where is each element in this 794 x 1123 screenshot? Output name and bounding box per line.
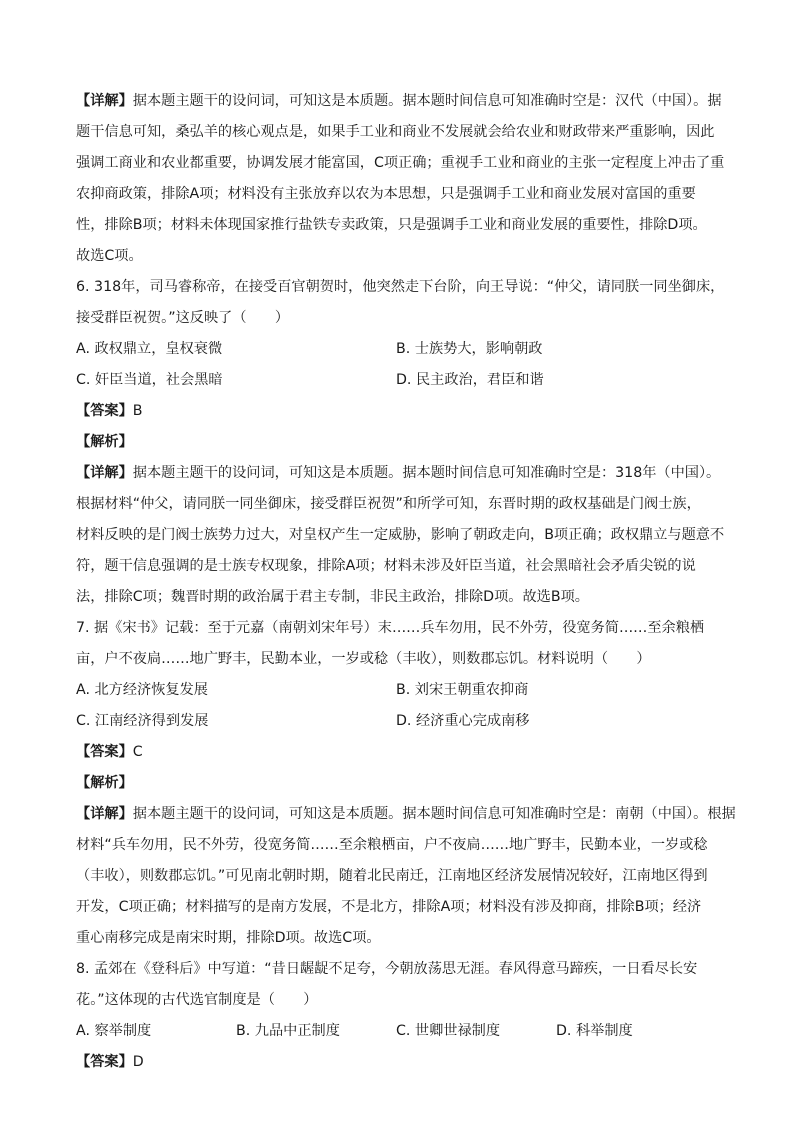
detail-tag: 【详解】	[76, 806, 133, 822]
q7-detail-line-2: （丰收），则数郡忘饥。”可见南北朝时期，随着北民南迁，江南地区经济发展情况较好，江南地区得到	[76, 868, 708, 884]
q8-option-b: B. 九品中正制度	[236, 1023, 340, 1039]
q7-detail-line-4: 重心南移完成是南宋时期，排除D项。故选C项。	[76, 930, 381, 946]
q6-detail-line-2: 材料反映的是门阀士族势力过大，对皇权产生一定威胁，影响了朝政走向，B项正确；政权鼎立与题意不	[76, 527, 725, 543]
detail-tag: 【详解】	[76, 93, 133, 109]
q6-stem-1: 接受群臣祝贺。”这反映了（ ）	[76, 310, 290, 326]
q7-option-c: C. 江南经济得到发展	[76, 713, 209, 729]
q8-answer	[76, 1047, 716, 1078]
q7-stem-0: 7. 据《宋书》记载：至于元嘉（南朝刘宋年号）末……兵车勿用，民不外劳，役宽务简……至余粮栖	[76, 620, 705, 636]
q7-options-row-2	[76, 706, 716, 737]
q6-option-c: C. 奸臣当道，社会黑暗	[76, 372, 223, 388]
q5-detail-line-2: 强调工商业和农业都重要，协调发展才能富国，C项正确；重视手工业和商业的主张一定程度上冲击了重	[76, 155, 725, 171]
q6-detail-line-3: 符，题干信息强调的是士族专权现象，排除A项；材料未涉及奸臣当道，社会黑暗社会矛盾尖锐的说	[76, 558, 696, 574]
q6-stem-0: 6. 318年，司马睿称帝，在接受百官朝贺时，他突然走下台阶，向王导说：“仲父，请同朕一同坐御床，	[76, 279, 725, 295]
q7-option-a: A. 北方经济恢复发展	[76, 682, 208, 698]
answer-tag: 【答案】	[76, 744, 133, 760]
answer-value: D	[132, 1054, 144, 1070]
q5-detail-line-5: 故选C项。	[76, 248, 143, 264]
q8-option-a: A. 察举制度	[76, 1023, 152, 1039]
q5-detail-line-0	[76, 86, 722, 117]
q6-option-a: A. 政权鼎立，皇权衰微	[76, 341, 223, 357]
detail-tag: 【详解】	[76, 465, 133, 481]
text: 据本题主题干的设问词，可知这是本质题。据本题时间信息可知准确时空是：318年（中国）。	[132, 465, 721, 481]
text: 据本题主题干的设问词，可知这是本质题。据本题时间信息可知准确时空是：南朝（中国）。根据	[132, 806, 736, 822]
q7-option-d: D. 经济重心完成南移	[396, 713, 530, 729]
q8-stem-1: 花。”这体现的古代选官制度是（ ）	[76, 992, 318, 1008]
q5-detail-line-3: 农抑商政策，排除A项；材料没有主张放弃以农为本思想，只是强调手工业和商业发展对富国的重要	[76, 186, 696, 202]
q7-option-b: B. 刘宋王朝重农抑商	[396, 682, 529, 698]
q6-detail-line-1: 根据材料“仲父，请同朕一同坐御床，接受群臣祝贺”和所学可知，东晋时期的政权基础是门阀士族，	[76, 496, 701, 512]
q6-analysis-tag: 【解析】	[76, 434, 133, 450]
q6-option-d: D. 民主政治，君臣和谐	[396, 372, 544, 388]
q6-answer	[76, 396, 716, 427]
q6-options-row-2	[76, 365, 716, 396]
text: 据本题主题干的设问词，可知这是本质题。据本题时间信息可知准确时空是：汉代（中国）。据	[132, 93, 722, 109]
q6-detail-line-0	[76, 458, 721, 489]
answer-tag: 【答案】	[76, 1054, 133, 1070]
q5-detail-line-1: 题干信息可知，桑弘羊的核心观点是，如果手工业和商业不发展就会给农业和财政带来严重影响，因此	[76, 124, 715, 140]
q8-option-c: C. 世卿世禄制度	[396, 1023, 501, 1039]
q7-answer	[76, 737, 716, 768]
document-page	[76, 86, 736, 1078]
q7-analysis-tag: 【解析】	[76, 775, 133, 791]
q5-detail-line-4: 性，排除B项；材料未体现国家推行盐铁专卖政策，只是强调手工业和商业发展的重要性，排除D项。	[76, 217, 707, 233]
answer-value: B	[132, 403, 143, 419]
q6-options-row-1	[76, 334, 716, 365]
q8-options-row	[76, 1016, 716, 1047]
q7-detail-line-3: 开发，C项正确；材料描写的是南方发展，不是北方，排除A项；材料没有涉及抑商，排除B项；经济	[76, 899, 702, 915]
q7-options-row-1	[76, 675, 716, 706]
answer-tag: 【答案】	[76, 403, 133, 419]
q8-stem-0: 8. 孟郊在《登科后》中写道：“昔日龌龊不足夸，今朝放荡思无涯。春风得意马蹄疾，一日看尽长安	[76, 961, 698, 977]
q6-option-b: B. 士族势大，影响朝政	[396, 341, 543, 357]
q7-detail-line-0	[76, 799, 736, 830]
q6-detail-line-4: 法，排除C项；魏晋时期的政治属于君主专制，非民主政治，排除D项。故选B项。	[76, 589, 589, 605]
q7-detail-line-1: 材料“兵车勿用，民不外劳，役宽务简……至余粮栖亩，户不夜扃……地广野丰，民勤本业，一岁或稔	[76, 837, 708, 853]
q8-option-d: D. 科举制度	[556, 1023, 633, 1039]
answer-value: C	[132, 744, 143, 760]
q7-stem-1: 亩，户不夜扃……地广野丰，民勤本业，一岁或稔（丰收），则数郡忘饥。材料说明（ ）	[76, 651, 651, 667]
